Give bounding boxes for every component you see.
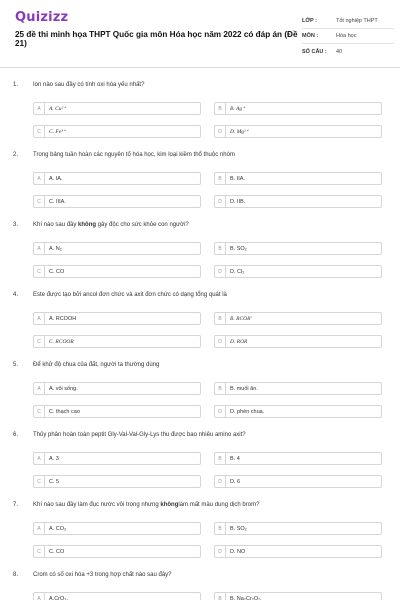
- meta-value: 40: [336, 48, 343, 55]
- option-text: B. Na₂Cr₂O₇.: [230, 595, 262, 600]
- option-b[interactable]: [214, 522, 382, 535]
- quizizz-logo: Quizizz: [15, 10, 69, 25]
- question-number: 2.: [13, 152, 19, 158]
- option-text: A. N₂: [49, 245, 62, 252]
- option-text: B. Ag⁺: [230, 105, 246, 112]
- option-c[interactable]: [33, 405, 201, 418]
- option-letter: C: [34, 476, 45, 487]
- option-letter: D: [215, 266, 226, 277]
- option-letter: A: [34, 173, 45, 184]
- meta-label: MÔN :: [302, 33, 319, 39]
- meta-row-count: [302, 44, 394, 59]
- question-2: [0, 142, 400, 212]
- question-1: [0, 72, 400, 142]
- option-b[interactable]: [214, 382, 382, 395]
- meta-table: [302, 14, 394, 59]
- question-number: 3.: [13, 222, 19, 228]
- question-text: Este được tạo bởi ancol đơn chức và axit đơn chức có dạng tổng quát là: [33, 292, 227, 298]
- option-text: A.CrO₃.: [49, 595, 69, 600]
- question-text: Trong bảng tuần hoàn các nguyên tố hóa học, kim loại kiềm thổ thuộc nhóm: [33, 152, 235, 158]
- option-c[interactable]: [33, 125, 201, 138]
- option-text: B. IIA.: [230, 175, 245, 182]
- option-text: B. SO₂: [230, 245, 247, 252]
- option-c[interactable]: [33, 335, 201, 348]
- option-b[interactable]: [214, 172, 382, 185]
- option-text: A. IA.: [49, 175, 63, 182]
- option-letter: D: [215, 126, 226, 137]
- option-text: D. IIB.: [230, 198, 246, 205]
- option-d[interactable]: [214, 475, 382, 488]
- question-number: 7.: [13, 502, 19, 508]
- option-a[interactable]: [33, 172, 201, 185]
- header-divider: [0, 67, 400, 68]
- option-text: B. muối ăn.: [230, 385, 258, 392]
- option-b[interactable]: [214, 102, 382, 115]
- option-d[interactable]: [214, 405, 382, 418]
- option-text: D. Cl₂: [230, 268, 245, 275]
- option-letter: A: [34, 593, 45, 600]
- meta-label: LỚP :: [302, 18, 317, 24]
- option-letter: B: [215, 453, 226, 464]
- option-text: A. Cu²⁺: [49, 105, 67, 112]
- question-text: Thủy phân hoàn toàn peptit Gly-Val-Val-Gly-Lys thu được bao nhiêu amino axit?: [33, 432, 246, 438]
- option-text: B. 4: [230, 455, 240, 462]
- option-c[interactable]: [33, 195, 201, 208]
- option-text: C. CO: [49, 268, 65, 275]
- option-d[interactable]: [214, 125, 382, 138]
- option-text: C. thạch cao: [49, 408, 80, 415]
- option-b[interactable]: [214, 312, 382, 325]
- option-b[interactable]: [214, 592, 382, 600]
- option-text: A. RCOOH: [49, 315, 77, 322]
- option-letter: D: [215, 336, 226, 347]
- option-text: A. CO₂: [49, 525, 67, 532]
- question-3: [0, 212, 400, 282]
- meta-value: Hóa học: [336, 33, 357, 39]
- option-letter: B: [215, 243, 226, 254]
- option-letter: C: [34, 546, 45, 557]
- meta-row-class: [302, 14, 394, 29]
- question-number: 5.: [13, 362, 19, 368]
- worksheet-title: 25 đề thi minh họa THPT Quốc gia môn Hóa học năm 2022 có đáp án (Đề 21): [15, 30, 298, 48]
- option-d[interactable]: [214, 335, 382, 348]
- meta-value: Tốt nghiệp THPT: [336, 18, 378, 24]
- option-text: D. 6: [230, 478, 241, 485]
- option-letter: B: [215, 383, 226, 394]
- option-letter: D: [215, 196, 226, 207]
- option-letter: C: [34, 336, 45, 347]
- option-letter: B: [215, 523, 226, 534]
- option-d[interactable]: [214, 195, 382, 208]
- option-text: C. Fe³⁺: [49, 128, 66, 135]
- question-6: [0, 422, 400, 492]
- option-letter: C: [34, 266, 45, 277]
- option-text: D. NO: [230, 548, 246, 555]
- question-8: [0, 562, 400, 600]
- option-text: D. phèn chua.: [230, 408, 265, 415]
- option-text: A. vôi sống.: [49, 385, 78, 392]
- option-text: B. SO₂: [230, 525, 247, 532]
- question-number: 4.: [13, 292, 19, 298]
- option-letter: C: [34, 406, 45, 417]
- option-letter: A: [34, 383, 45, 394]
- worksheet-header: [0, 0, 400, 68]
- option-text: C. RCOOR: [49, 338, 74, 345]
- option-c[interactable]: [33, 475, 201, 488]
- meta-label: SỐ CÂU :: [302, 48, 327, 55]
- option-a[interactable]: [33, 382, 201, 395]
- option-a[interactable]: [33, 522, 201, 535]
- option-c[interactable]: [33, 545, 201, 558]
- option-c[interactable]: [33, 265, 201, 278]
- question-text: Khí nào sau đây không gây độc cho sức khỏe con người?: [33, 222, 189, 228]
- option-text: D. Mg²⁺: [230, 128, 249, 135]
- question-number: 6.: [13, 432, 19, 438]
- option-letter: D: [215, 406, 226, 417]
- option-a[interactable]: [33, 242, 201, 255]
- question-text: Để khử độ chua của đất, người ta thường dùng: [33, 362, 160, 368]
- option-letter: D: [215, 476, 226, 487]
- option-text: B. RCOR': [230, 315, 252, 322]
- option-a[interactable]: [33, 592, 201, 600]
- option-letter: A: [34, 103, 45, 114]
- option-letter: A: [34, 243, 45, 254]
- option-letter: C: [34, 196, 45, 207]
- option-letter: A: [34, 523, 45, 534]
- option-b[interactable]: [214, 452, 382, 465]
- question-7: [0, 492, 400, 562]
- option-letter: C: [34, 126, 45, 137]
- option-text: C. IIIA.: [49, 198, 66, 205]
- option-a[interactable]: [33, 452, 201, 465]
- question-4: [0, 282, 400, 352]
- option-text: C. CO: [49, 548, 65, 555]
- option-text: D. ROR: [230, 338, 248, 345]
- option-d[interactable]: [214, 545, 382, 558]
- option-a[interactable]: [33, 312, 201, 325]
- option-letter: A: [34, 313, 45, 324]
- option-a[interactable]: [33, 102, 201, 115]
- question-text: Khí nào sau đây làm đục nước vôi trong nhưng khônglàm mất màu dung dịch brom?: [33, 502, 260, 508]
- meta-row-subject: [302, 29, 394, 44]
- option-letter: D: [215, 546, 226, 557]
- question-text: Ion nào sau đây có tính oxi hóa yếu nhất?: [33, 82, 145, 88]
- option-letter: B: [215, 593, 226, 600]
- option-letter: B: [215, 313, 226, 324]
- option-letter: B: [215, 103, 226, 114]
- option-b[interactable]: [214, 242, 382, 255]
- option-letter: B: [215, 173, 226, 184]
- question-number: 8.: [13, 572, 19, 578]
- question-5: [0, 352, 400, 422]
- option-text: C. 5: [49, 478, 60, 485]
- option-d[interactable]: [214, 265, 382, 278]
- question-number: 1.: [13, 82, 19, 88]
- question-text: Crom có số oxi hóa +3 trong hợp chất nào sau đây?: [33, 572, 172, 578]
- option-text: A. 3: [49, 455, 59, 462]
- option-letter: A: [34, 453, 45, 464]
